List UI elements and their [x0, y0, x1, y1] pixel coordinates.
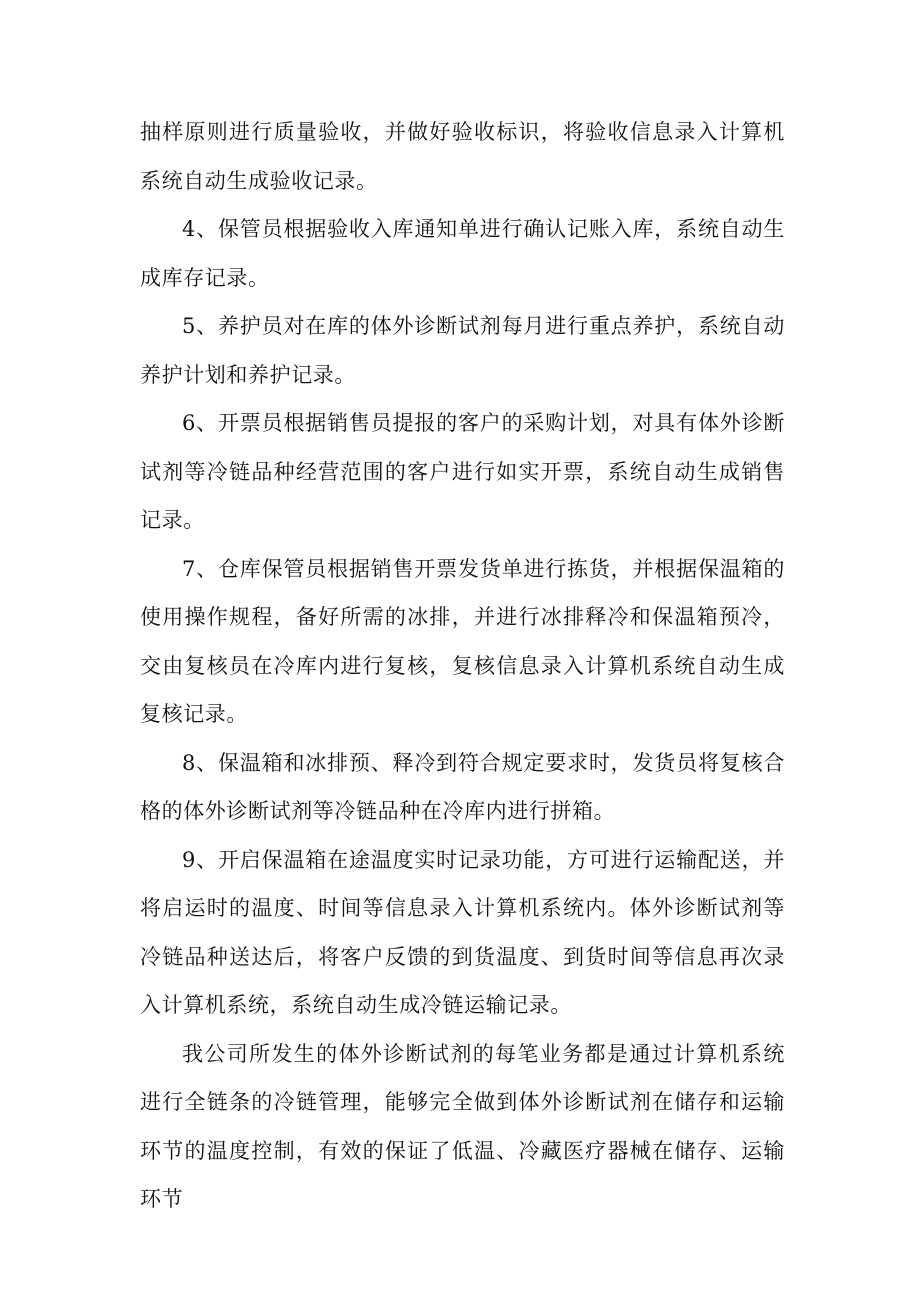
paragraph-step-9: 9、开启保温箱在途温度实时记录功能，方可进行运输配送，并将启运时的温度、时间等信息录入计算机系统内。体外诊断试剂等冷链品种送达后，将客户反馈的到货温度、到货时间等信息再次录入计算机系统，系统自动生成冷链运输记录。 [140, 847, 785, 1017]
paragraph-step-8: 8、保温箱和冰排预、释冷到符合规定要求时，发货员将复核合格的体外诊断试剂等冷链品种在冷库内进行拼箱。 [140, 750, 785, 823]
paragraph-step-7: 7、仓库保管员根据销售开票发货单进行拣货，并根据保温箱的使用操作规程，备好所需的冰排，并进行冰排释冷和保温箱预冷，交由复核员在冷库内进行复核，复核信息录入计算机系统自动生成复核记录。 [140, 556, 785, 726]
body-text [140, 108, 785, 1224]
paragraph-summary: 我公司所发生的体外诊断试剂的每笔业务都是通过计算机系统进行全链条的冷链管理，能够完全做到体外诊断试剂在储存和运输环节的温度控制，有效的保证了低温、冷藏医疗器械在储存、运输环节 [140, 1041, 785, 1211]
paragraph-step-5: 5、养护员对在库的体外诊断试剂每月进行重点养护，系统自动养护计划和养护记录。 [140, 314, 785, 387]
paragraph-continuation: 抽样原则进行质量验收，并做好验收标识，将验收信息录入计算机系统自动生成验收记录。 [140, 120, 785, 193]
paragraph-step-4: 4、保管员根据验收入库通知单进行确认记账入库，系统自动生成库存记录。 [140, 217, 785, 290]
paragraph-step-6: 6、开票员根据销售员提报的客户的采购计划，对具有体外诊断试剂等冷链品种经营范围的客户进行如实开票，系统自动生成销售记录。 [140, 411, 785, 532]
